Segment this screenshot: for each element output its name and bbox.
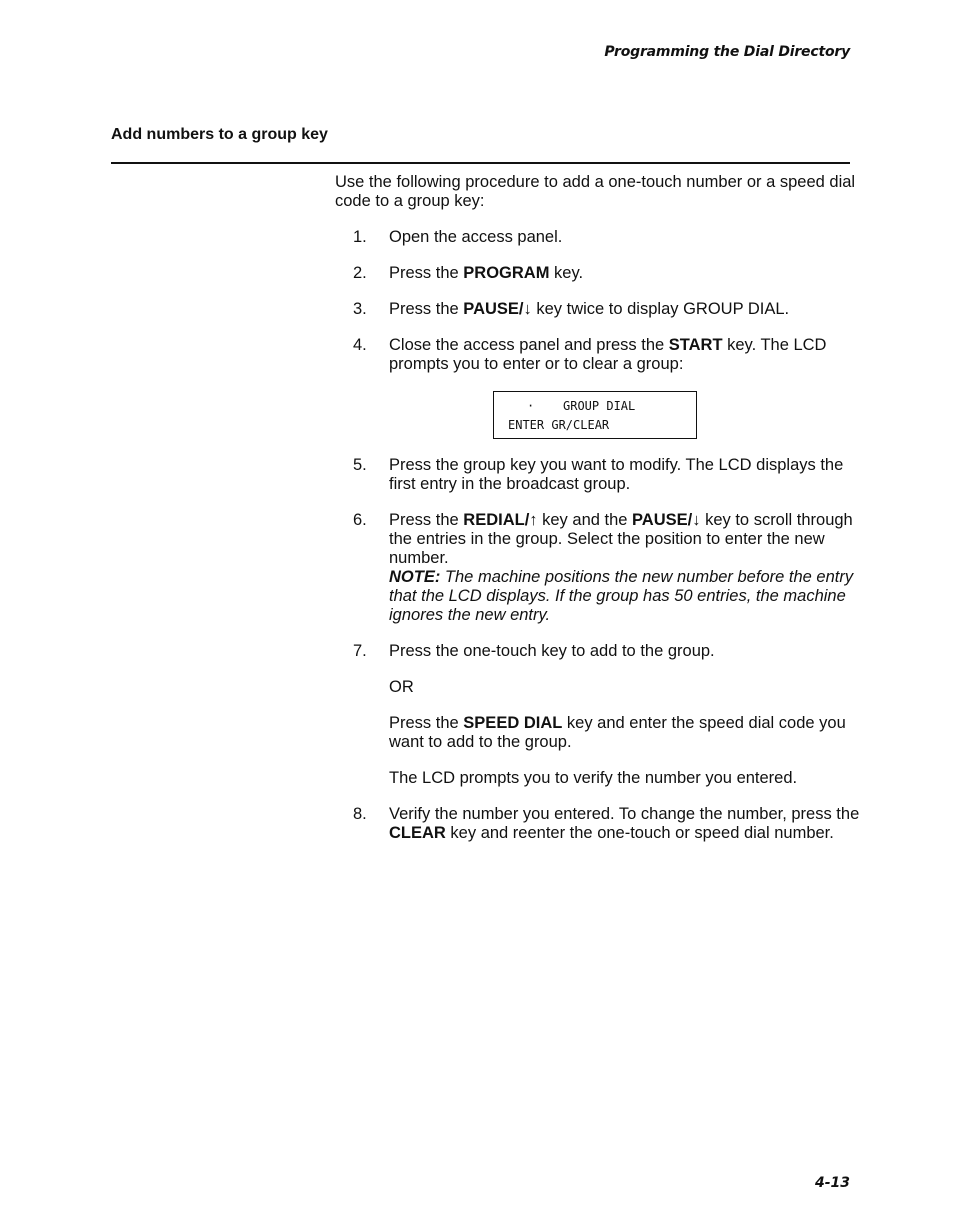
step-number: 1.	[353, 228, 367, 246]
note	[389, 568, 860, 625]
step-text: Press the one-touch key to add to the group.	[389, 642, 715, 660]
step-number: 8.	[353, 805, 367, 823]
step-number: 6.	[353, 511, 367, 529]
step-alternative: Press the SPEED DIAL key and enter the speed dial code you want to add to the group.	[389, 714, 846, 751]
or-separator: OR	[389, 678, 414, 696]
step-6	[335, 511, 860, 625]
note-label: NOTE:	[389, 568, 441, 586]
key-name: PROGRAM	[463, 264, 550, 282]
step-text: Close the access panel and press the START key. The LCD prompts you to enter or to clear a group:	[389, 336, 827, 373]
procedure-body	[335, 173, 860, 860]
key-name: START	[668, 336, 723, 354]
step-number: 3.	[353, 300, 367, 318]
step-8	[335, 805, 860, 843]
key-name: SPEED DIAL	[463, 714, 563, 732]
step-5	[335, 456, 860, 494]
step-3	[335, 300, 860, 319]
step-followup: The LCD prompts you to verify the number you entered.	[389, 769, 798, 787]
key-name: PAUSE/↓	[632, 511, 701, 529]
lcd-line-1: · GROUP DIAL	[494, 397, 696, 416]
step-text: Press the PAUSE/↓ key twice to display GROUP DIAL.	[389, 300, 790, 318]
step-4	[335, 336, 860, 439]
running-header: Programming the Dial Directory	[604, 44, 850, 60]
step-number: 2.	[353, 264, 367, 282]
key-name: REDIAL/↑	[463, 511, 538, 529]
intro-paragraph: Use the following procedure to add a one-touch number or a speed dial code to a group key:	[335, 173, 856, 210]
step-number: 7.	[353, 642, 367, 660]
lcd-display	[493, 391, 697, 439]
section-divider	[111, 162, 850, 164]
page-number: 4-13	[814, 1175, 850, 1191]
step-2	[335, 264, 860, 283]
step-1	[335, 228, 860, 247]
step-text: Press the REDIAL/↑ key and the PAUSE/↓ key to scroll through the entries in the group. Select the position to enter the new number.	[389, 511, 853, 567]
key-name: PAUSE/↓	[463, 300, 532, 318]
lcd-cursor-dot: ·	[527, 399, 535, 413]
section-title: Add numbers to a group key	[111, 126, 328, 143]
step-number: 4.	[353, 336, 367, 354]
procedure-steps	[335, 228, 860, 843]
step-text: Verify the number you entered. To change the number, press the CLEAR key and reenter the one-touch or speed dial number.	[389, 805, 860, 842]
step-text: Press the PROGRAM key.	[389, 264, 584, 282]
lcd-line-2: ENTER GR/CLEAR	[508, 418, 610, 432]
step-text: Open the access panel.	[389, 228, 563, 246]
key-name: CLEAR	[389, 824, 446, 842]
step-text: Press the group key you want to modify. The LCD displays the first entry in the broadcast group.	[389, 456, 844, 493]
step-7	[335, 642, 860, 788]
note-text: The machine positions the new number before the entry that the LCD displays. If the group has 50 entries, the machine ignores the new entry.	[389, 568, 854, 624]
step-number: 5.	[353, 456, 367, 474]
